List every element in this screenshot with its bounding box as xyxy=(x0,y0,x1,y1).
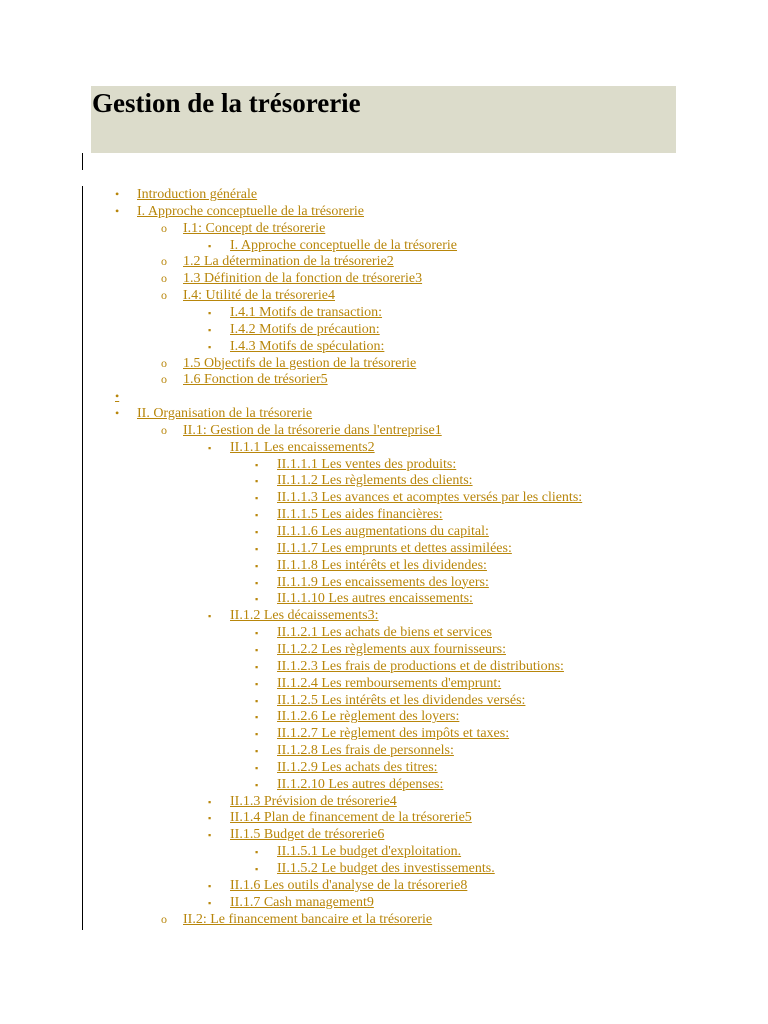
list-bullet: ▪ xyxy=(255,577,259,588)
list-bullet: ▪ xyxy=(255,864,259,874)
list-bullet: ▪ xyxy=(208,611,212,622)
list-bullet: • xyxy=(115,389,120,404)
list-bullet: o xyxy=(161,254,167,269)
toc-link[interactable]: I.1: Concept de trésorerie xyxy=(183,220,326,236)
toc-link[interactable]: II.1.1.7 Les emprunts et dettes assimilées: xyxy=(277,540,512,556)
toc-link[interactable]: II.1.4 Plan de financement de la trésorerie5 xyxy=(230,810,472,826)
toc-link[interactable]: II.1.2.3 Les frais de productions et de distributions: xyxy=(277,658,564,674)
list-bullet: ▪ xyxy=(255,560,259,571)
list-bullet: ▪ xyxy=(255,847,259,858)
toc-link[interactable]: II.1.2 Les décaissements3: xyxy=(230,608,379,624)
list-bullet: ▪ xyxy=(255,729,259,740)
toc-link[interactable]: I.4.3 Motifs de spéculation: xyxy=(230,338,385,354)
toc-link[interactable]: I. Approche conceptuelle de la trésorerie xyxy=(137,203,365,219)
toc-link[interactable]: II.1.1.6 Les augmentations du capital: xyxy=(277,524,489,539)
toc-link[interactable]: II.1.2.8 Les frais de personnels: xyxy=(277,743,454,759)
list-bullet: ▪ xyxy=(255,510,259,521)
toc-link[interactable]: II.1.1 Les encaissements2 xyxy=(230,439,375,455)
toc-link[interactable]: II.1.6 Les outils d'analyse de la trésorerie8 xyxy=(230,877,468,893)
list-bullet: • xyxy=(115,187,120,201)
toc-link[interactable]: I. Approche conceptuelle de la trésorerie xyxy=(230,237,458,253)
list-bullet: o xyxy=(161,220,167,235)
list-bullet: ▪ xyxy=(208,324,212,335)
toc-link[interactable]: II.1.5.2 Le budget des investissements. xyxy=(277,861,495,876)
toc-link[interactable]: II.1.2.4 Les remboursements d'emprunt: xyxy=(277,675,502,691)
list-bullet: ▪ xyxy=(255,712,259,723)
toc-link[interactable]: II.1.2.5 Les intérêts et les dividendes versés: xyxy=(277,692,526,708)
toc-link[interactable]: II.2: Le financement bancaire et la trésorerie xyxy=(183,911,433,927)
toc-link[interactable]: 1.5 Objectifs de la gestion de la trésorerie xyxy=(183,355,417,371)
list-bullet: o xyxy=(161,271,167,286)
list-bullet: • xyxy=(115,406,120,421)
list-bullet: ▪ xyxy=(255,678,259,689)
list-bullet: ▪ xyxy=(255,459,259,470)
toc-link[interactable]: 1.2 La détermination de la trésorerie2 xyxy=(183,254,394,270)
toc-link[interactable]: II.1.2.7 Le règlement des impôts et taxes: xyxy=(277,726,510,742)
toc-link[interactable]: 1.3 Définition de la fonction de trésorerie3 xyxy=(183,271,423,287)
toc-link[interactable]: I.4: Utilité de la trésorerie4 xyxy=(183,288,335,304)
list-bullet: o xyxy=(161,355,167,370)
toc-link[interactable]: I.4.1 Motifs de transaction: xyxy=(230,304,383,320)
toc-link[interactable]: II.1.1.8 Les intérêts et les dividendes: xyxy=(277,557,487,573)
toc-link[interactable]: II.1.2.6 Le règlement des loyers: xyxy=(277,709,460,725)
text-cursor xyxy=(82,153,83,170)
page-title: Gestion de la trésorerie xyxy=(92,88,361,118)
list-bullet: ▪ xyxy=(208,240,212,251)
toc-link[interactable]: II.1.5.1 Le budget d'exploitation. xyxy=(277,844,462,860)
list-bullet: • xyxy=(115,203,120,218)
list-bullet: o xyxy=(161,372,167,387)
list-bullet: ▪ xyxy=(255,476,259,487)
list-bullet: ▪ xyxy=(255,762,259,773)
list-bullet: ▪ xyxy=(255,493,259,504)
toc-link[interactable]: II.1.2.9 Les achats des titres: xyxy=(277,759,438,775)
toc-link[interactable]: II.1.2.2 Les règlements aux fournisseurs: xyxy=(277,641,506,657)
list-bullet: ▪ xyxy=(255,695,259,706)
toc-link[interactable]: 1.6 Fonction de trésorier5 xyxy=(183,372,328,388)
list-bullet: ▪ xyxy=(255,628,259,639)
left-margin-line xyxy=(82,186,83,930)
list-bullet: ▪ xyxy=(255,661,259,672)
toc-link[interactable]: I.4.2 Motifs de précaution: xyxy=(230,321,380,337)
list-bullet: ▪ xyxy=(255,594,259,605)
toc-link[interactable]: II.1.1.5 Les aides financières: xyxy=(277,507,443,523)
toc-link[interactable]: II.1.1.1 Les ventes des produits: xyxy=(277,456,457,472)
list-bullet: ▪ xyxy=(208,830,212,841)
toc-link[interactable]: II. Organisation de la trésorerie xyxy=(137,406,313,422)
list-bullet: ▪ xyxy=(255,779,259,790)
list-bullet: ▪ xyxy=(208,880,212,891)
list-bullet: o xyxy=(161,288,167,303)
list-bullet: ▪ xyxy=(208,813,212,824)
toc-link[interactable]: II.1.1.10 Les autres encaissements: xyxy=(277,591,473,607)
list-bullet: ▪ xyxy=(255,746,259,757)
toc-link[interactable]: II.1.1.3 Les avances et acomptes versés par les clients: xyxy=(277,490,583,506)
toc-link[interactable]: Introduction générale xyxy=(137,187,258,202)
toc-link[interactable]: II.1.1.9 Les encaissements des loyers: xyxy=(277,574,489,590)
toc-link[interactable]: II.1.2.1 Les achats de biens et services xyxy=(277,625,492,641)
list-bullet: ▪ xyxy=(208,442,212,453)
list-bullet: ▪ xyxy=(255,527,259,537)
list-bullet: o xyxy=(161,911,167,926)
list-bullet: ▪ xyxy=(208,796,212,807)
list-bullet: ▪ xyxy=(255,644,259,655)
toc-link[interactable]: II.1.2.10 Les autres dépenses: xyxy=(277,776,444,792)
toc-link[interactable]: II.1.3 Prévision de trésorerie4 xyxy=(230,793,397,809)
list-bullet: ▪ xyxy=(208,897,212,908)
title-banner xyxy=(91,86,676,153)
toc-link[interactable]: II.1: Gestion de la trésorerie dans l'entreprise1 xyxy=(183,422,442,438)
list-bullet: ▪ xyxy=(208,341,212,352)
toc-link[interactable]: II.1.5 Budget de trésorerie6 xyxy=(230,827,385,843)
toc-link[interactable]: II.1.1.2 Les règlements des clients: xyxy=(277,473,473,489)
list-bullet: ▪ xyxy=(208,307,212,318)
list-bullet: ▪ xyxy=(255,543,259,554)
toc-link[interactable]: II.1.7 Cash management9 xyxy=(230,894,374,910)
list-bullet: o xyxy=(161,422,167,437)
